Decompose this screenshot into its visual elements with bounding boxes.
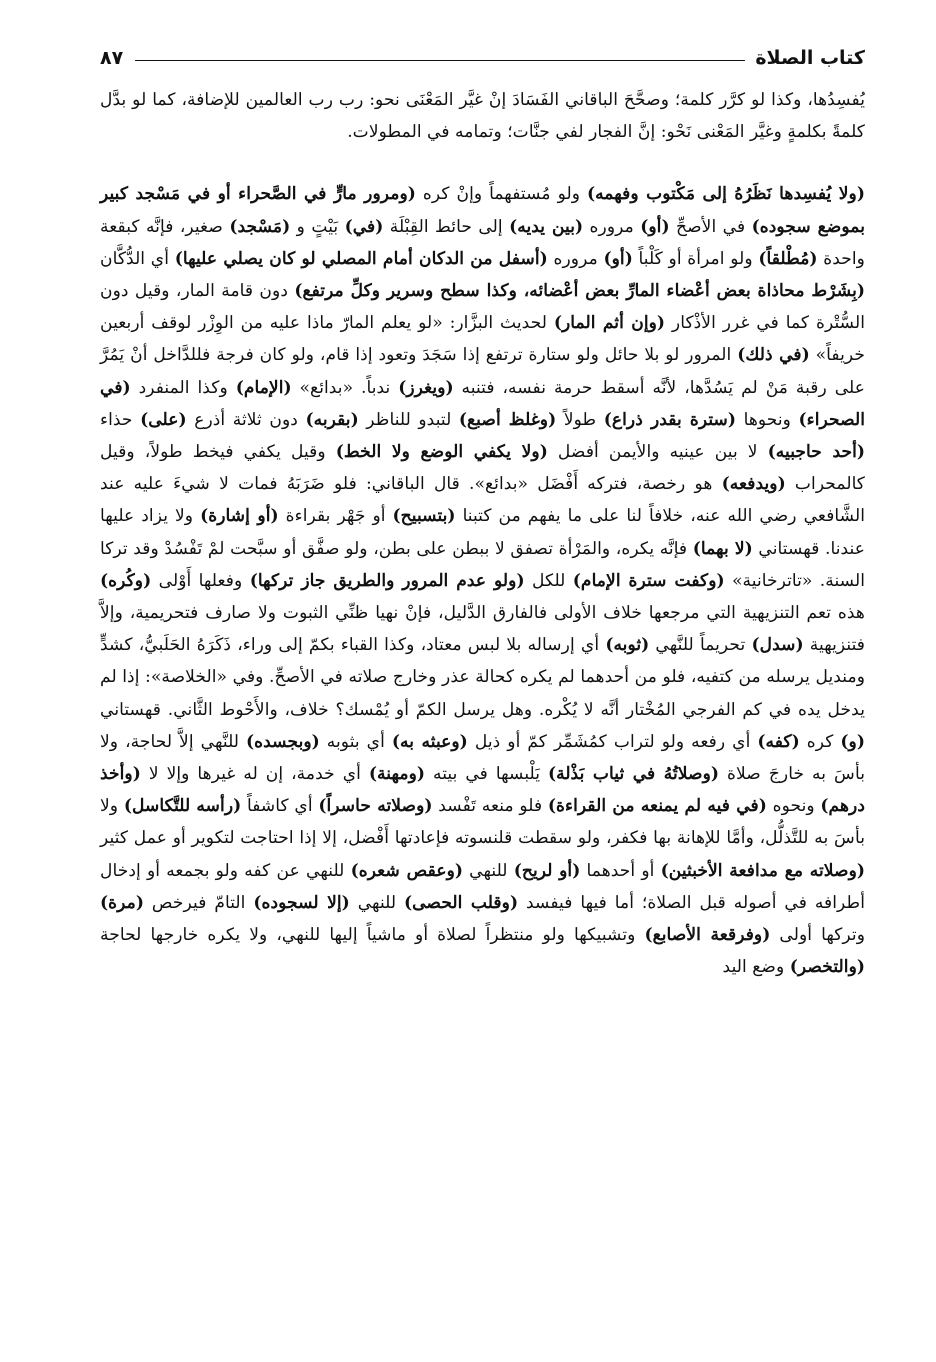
matn-text-segment: (بتسبيح) xyxy=(392,506,456,527)
matn-text-segment: (مرة) xyxy=(100,892,144,913)
matn-text-segment: (وعقص شعره) xyxy=(350,860,464,881)
commentary-text-segment: ندباً. «بدائع» xyxy=(291,377,399,398)
commentary-text-segment: وضع اليد xyxy=(722,957,790,978)
matn-text-segment: (إلا لسجوده) xyxy=(253,892,350,913)
commentary-text-segment: وكذا المنفرد xyxy=(130,377,236,398)
matn-text-segment: (وفرقعة الأصابع) xyxy=(644,925,771,946)
commentary-text-segment: طولاً xyxy=(556,409,604,430)
commentary-text-segment: بَيْتٍ و xyxy=(290,216,345,237)
matn-text-segment: (كفه) xyxy=(757,731,800,752)
matn-text-segment: (ومهنة) xyxy=(368,764,426,785)
matn-text-segment: (لا بهما) xyxy=(692,538,753,559)
matn-text-segment: (ثوبه) xyxy=(605,635,650,656)
commentary-text-segment: للنهي xyxy=(463,860,514,881)
commentary-text-segment: لحديث البزَّار: «لو يعلم المارّ ماذا عليه من الوِزْر لوقف أربعين خريفاً» xyxy=(100,313,865,366)
commentary-text-segment: دون قامة المار، وقيل دون السُّتْرة كما في غرر الأذْكار xyxy=(100,281,865,334)
page-header xyxy=(100,38,865,78)
matn-text-segment: (أسفل من الدكان أمام المصلي لو كان يصلي عليها) xyxy=(174,248,548,269)
matn-text-segment: (وكفت سترة الإمام) xyxy=(572,570,725,591)
commentary-text-segment: يَلْبسها في بيته xyxy=(425,764,548,785)
commentary-text-segment: دون ثلاثة أذرع xyxy=(186,409,306,430)
matn-text-segment: (وأخذ درهم) xyxy=(100,764,865,817)
matn-text-segment: (و) xyxy=(840,731,865,752)
commentary-text-segment: لتبدو للناظر xyxy=(358,409,459,430)
commentary-text-segment: ونحوها xyxy=(736,409,799,430)
matn-text-segment: (مَسْجد) xyxy=(229,216,291,237)
commentary-text-segment: أي إرساله بلا لبس معتاد، وكذا القباء بكمّ إلى وراء، ذَكَرَهُ الحَلَبيُّ، كشدٍّ ومنديل يرسله من كتفيه، فلو من أحدهما لم يكره كحالة عذر وخارج صلاته في الأصحِّ. وفي «الخلاصة»: إذا لم يدخل يده في كم الفرجي المُخْتار أنَّه لا يُكْره. وهل يرسل الكمّ أو يُمْسك؟ خلاف، والأَحْوط الثَّاني. قهستاني xyxy=(100,635,865,720)
header-rule xyxy=(135,60,745,61)
matn-text-segment: (وصلاته حاسراً) xyxy=(318,796,433,817)
matn-text-segment: (ولو عدم المرور والطريق جاز تركها) xyxy=(249,570,525,591)
matn-text-segment: (على) xyxy=(140,409,187,430)
commentary-text-segment: وتركها أولى xyxy=(770,925,865,946)
commentary-text-segment: أي رفعه ولو لتراب كمُشَمِّر كمّ أو ذيل xyxy=(467,731,758,752)
commentary-text-segment: للكل xyxy=(524,570,573,591)
commentary-text-segment: أي كاشفاً xyxy=(241,796,319,817)
commentary-text-segment: ولو مُستفهماً وإنْ كره xyxy=(415,184,587,205)
matn-text-segment: (أو إشارة) xyxy=(200,506,279,527)
main-paragraph xyxy=(100,178,865,983)
matn-text-segment: (الإمام) xyxy=(235,377,292,398)
commentary-text-segment: التامّ فيرخص xyxy=(143,892,254,913)
matn-text-segment: (في فيه لم يمنعه من القراءة) xyxy=(547,796,767,817)
matn-text-segment: (أحد حاجبيه) xyxy=(767,442,866,463)
commentary-text-segment: ولو امرأة أو كَلْباً xyxy=(632,248,759,269)
matn-text-segment: (أو) xyxy=(603,248,633,269)
commentary-text-segment: وفعلها أَوْلى xyxy=(151,570,250,591)
commentary-text-segment: حذاء xyxy=(100,409,141,430)
commentary-text-segment: إلى حائط القِبْلَة xyxy=(383,216,510,237)
commentary-text-segment: ولا بأسَ به للتَّذلُّل، وأمَّا للإهانة بها فكفر، ولو سقطت قلنسوته فإعادتها أَفْضل، إلا إذا احتاجت لتكوير أو عمل كثير xyxy=(100,796,865,849)
commentary-text-segment: ولا يزاد عليها عندنا. قهستاني xyxy=(100,506,865,559)
matn-text-segment: (بين يديه) xyxy=(509,216,584,237)
commentary-text-segment: تحريماً للنَّهي xyxy=(649,635,752,656)
matn-text-segment: (أو لريح) xyxy=(513,860,581,881)
commentary-text-segment: مروره xyxy=(583,216,641,237)
matn-text-segment: (سترة بقدر ذراع) xyxy=(603,409,737,430)
chapter-title: كتاب الصلاة xyxy=(755,47,865,69)
matn-text-segment: (وقلب الحصى) xyxy=(403,892,519,913)
matn-text-segment: (في ذلك) xyxy=(737,345,810,366)
matn-text-segment: (وبجسده) xyxy=(246,731,320,752)
commentary-text-segment: ونحوه xyxy=(766,796,821,817)
commentary-text-segment: المرور لو بلا حائل ولو ستارة ترتفع إذا سَجَدَ وتعود إذا قام، ولو كان فرجة فللدَّاخل أنْ يَمُرَّ على رقبة مَنْ لم يَسُدَّها، لأنَّه أسقط حرمة نفسه، فتنبه xyxy=(100,345,865,398)
commentary-text-segment: صغير، فإنَّه كبقعة واحدة xyxy=(100,216,865,269)
matn-text-segment: (أو) xyxy=(640,216,670,237)
commentary-text-segment: وتشبيكها ولو منتظراً لصلاة أو ماشياً إليها للنهي، ولا يكره خارجها لحاجة xyxy=(100,925,645,946)
matn-text-segment: (وصلاته مع مدافعة الأخبثين) xyxy=(660,860,866,881)
commentary-text-segment: أو جَهْر بقراءة xyxy=(278,506,393,527)
commentary-text-segment: للنهي عن كفه ولو بجمعه أو إدخال أطرافه في أصوله قبل الصلاة؛ أما فيها فيفسد xyxy=(100,860,865,913)
matn-text-segment: (بقربه) xyxy=(305,409,359,430)
matn-text-segment: (وعبثه به) xyxy=(391,731,468,752)
commentary-text-segment: للنَّهي إلاَّ لحاجة، ولا بأسَ به خارجَ صلاة xyxy=(100,731,866,785)
matn-text-segment: (ويدفعه) xyxy=(721,474,786,495)
commentary-text-segment: فإنَّه يكره، والمَرْأة تصفق لا ببطن على بطن، ولو صفَّق أو سبَّحت لمْ تَفْسُدْ وقد تركا السنة. «تاترخانية» xyxy=(100,538,865,591)
commentary-text-segment: في الأصحِّ xyxy=(669,216,752,237)
commentary-text-segment: كره xyxy=(799,731,841,752)
commentary-text-segment: فلو منعه تَفْسد xyxy=(432,796,548,817)
matn-text-segment: (وصلاتُهُ في ثياب بَذْلة) xyxy=(547,764,720,785)
matn-text-segment: (ومرور مارٍّ في الصَّحراء أو في مَسْجد كبير بموضع سجوده) xyxy=(100,184,866,237)
matn-text-segment: (ولا يُفسِدها نَظَرُهُ إلى مَكْتوب وفهمه) xyxy=(586,184,865,205)
matn-text-segment: (في) xyxy=(344,216,384,237)
commentary-text-segment: لا بين عينيه والأيمن أفضل xyxy=(547,442,768,463)
matn-text-segment: (ويغرز) xyxy=(398,377,454,398)
commentary-text-segment: أي الدُّكَّان xyxy=(100,248,175,269)
matn-text-segment: (سدل) xyxy=(751,635,804,656)
matn-text-segment: (رأسه للتَّكاسل) xyxy=(123,796,242,817)
book-page xyxy=(100,38,865,1348)
commentary-text-segment: مروره xyxy=(547,248,604,269)
commentary-text-segment: أي خدمة، إن له غيرها وإلا لا xyxy=(140,764,369,785)
commentary-text-segment: أي بثوبه xyxy=(319,731,392,752)
matn-text-segment: (في الصحراء) xyxy=(100,377,866,430)
intro-paragraph: يُفسِدُها، وكذا لو كرَّر كلمة؛ وصحَّحَ الباقاني الفَسَادَ إنْ غيَّر المَعْنَى نحو: رب رب العالمين للإضافة، كما لو بدَّل كلمةً بكلمةٍ وغيَّر المَعْنى نَحْو: إنَّ الفجار لفي جنَّات؛ وتمامه في المطولات. xyxy=(100,90,865,143)
matn-text-segment: (بِشَرْط محاذاة بعض أعْضاء المارِّ بعض أعْضائه، وكذا سطح وسرير وكلِّ مرتفع) xyxy=(294,281,865,302)
matn-text-segment: (والتخصر) xyxy=(789,957,865,978)
matn-text-segment: (مُطْلقاً) xyxy=(758,248,818,269)
commentary-text-segment: وقيل يكفي فيخط طولاً، وقيل كالمحراب xyxy=(100,442,865,495)
matn-text-segment: (وإن أثم المار) xyxy=(553,313,666,334)
matn-text-segment: (ولا يكفي الوضع ولا الخط) xyxy=(335,442,548,463)
commentary-text-segment: هو رخصة، فتركه أَفْضَل «بدائع». قال الباقاني: فلو ضَرَبَهُ فمات لا شيءَ عليه عند الشَّافعي رضي الله عنه، خلافاً لنا على ما يفهم من كتبنا xyxy=(100,474,866,527)
page-number: ٨٧ xyxy=(100,47,124,69)
commentary-text-segment: للنهي xyxy=(349,892,404,913)
commentary-text-segment: هذه تعم التنزيهية التي مرجعها خلاف الأولى فالفارق الدَّليل، فإنْ نهيا ظنِّي الثبوت ولا صارف فتحريمية، وإلاَّ فتنزيهية xyxy=(100,603,865,656)
matn-text-segment: (وكُره) xyxy=(100,570,152,591)
matn-text-segment: (وغلظ أصبع) xyxy=(458,409,557,430)
commentary-text-segment: أو أحدهما xyxy=(580,860,661,881)
